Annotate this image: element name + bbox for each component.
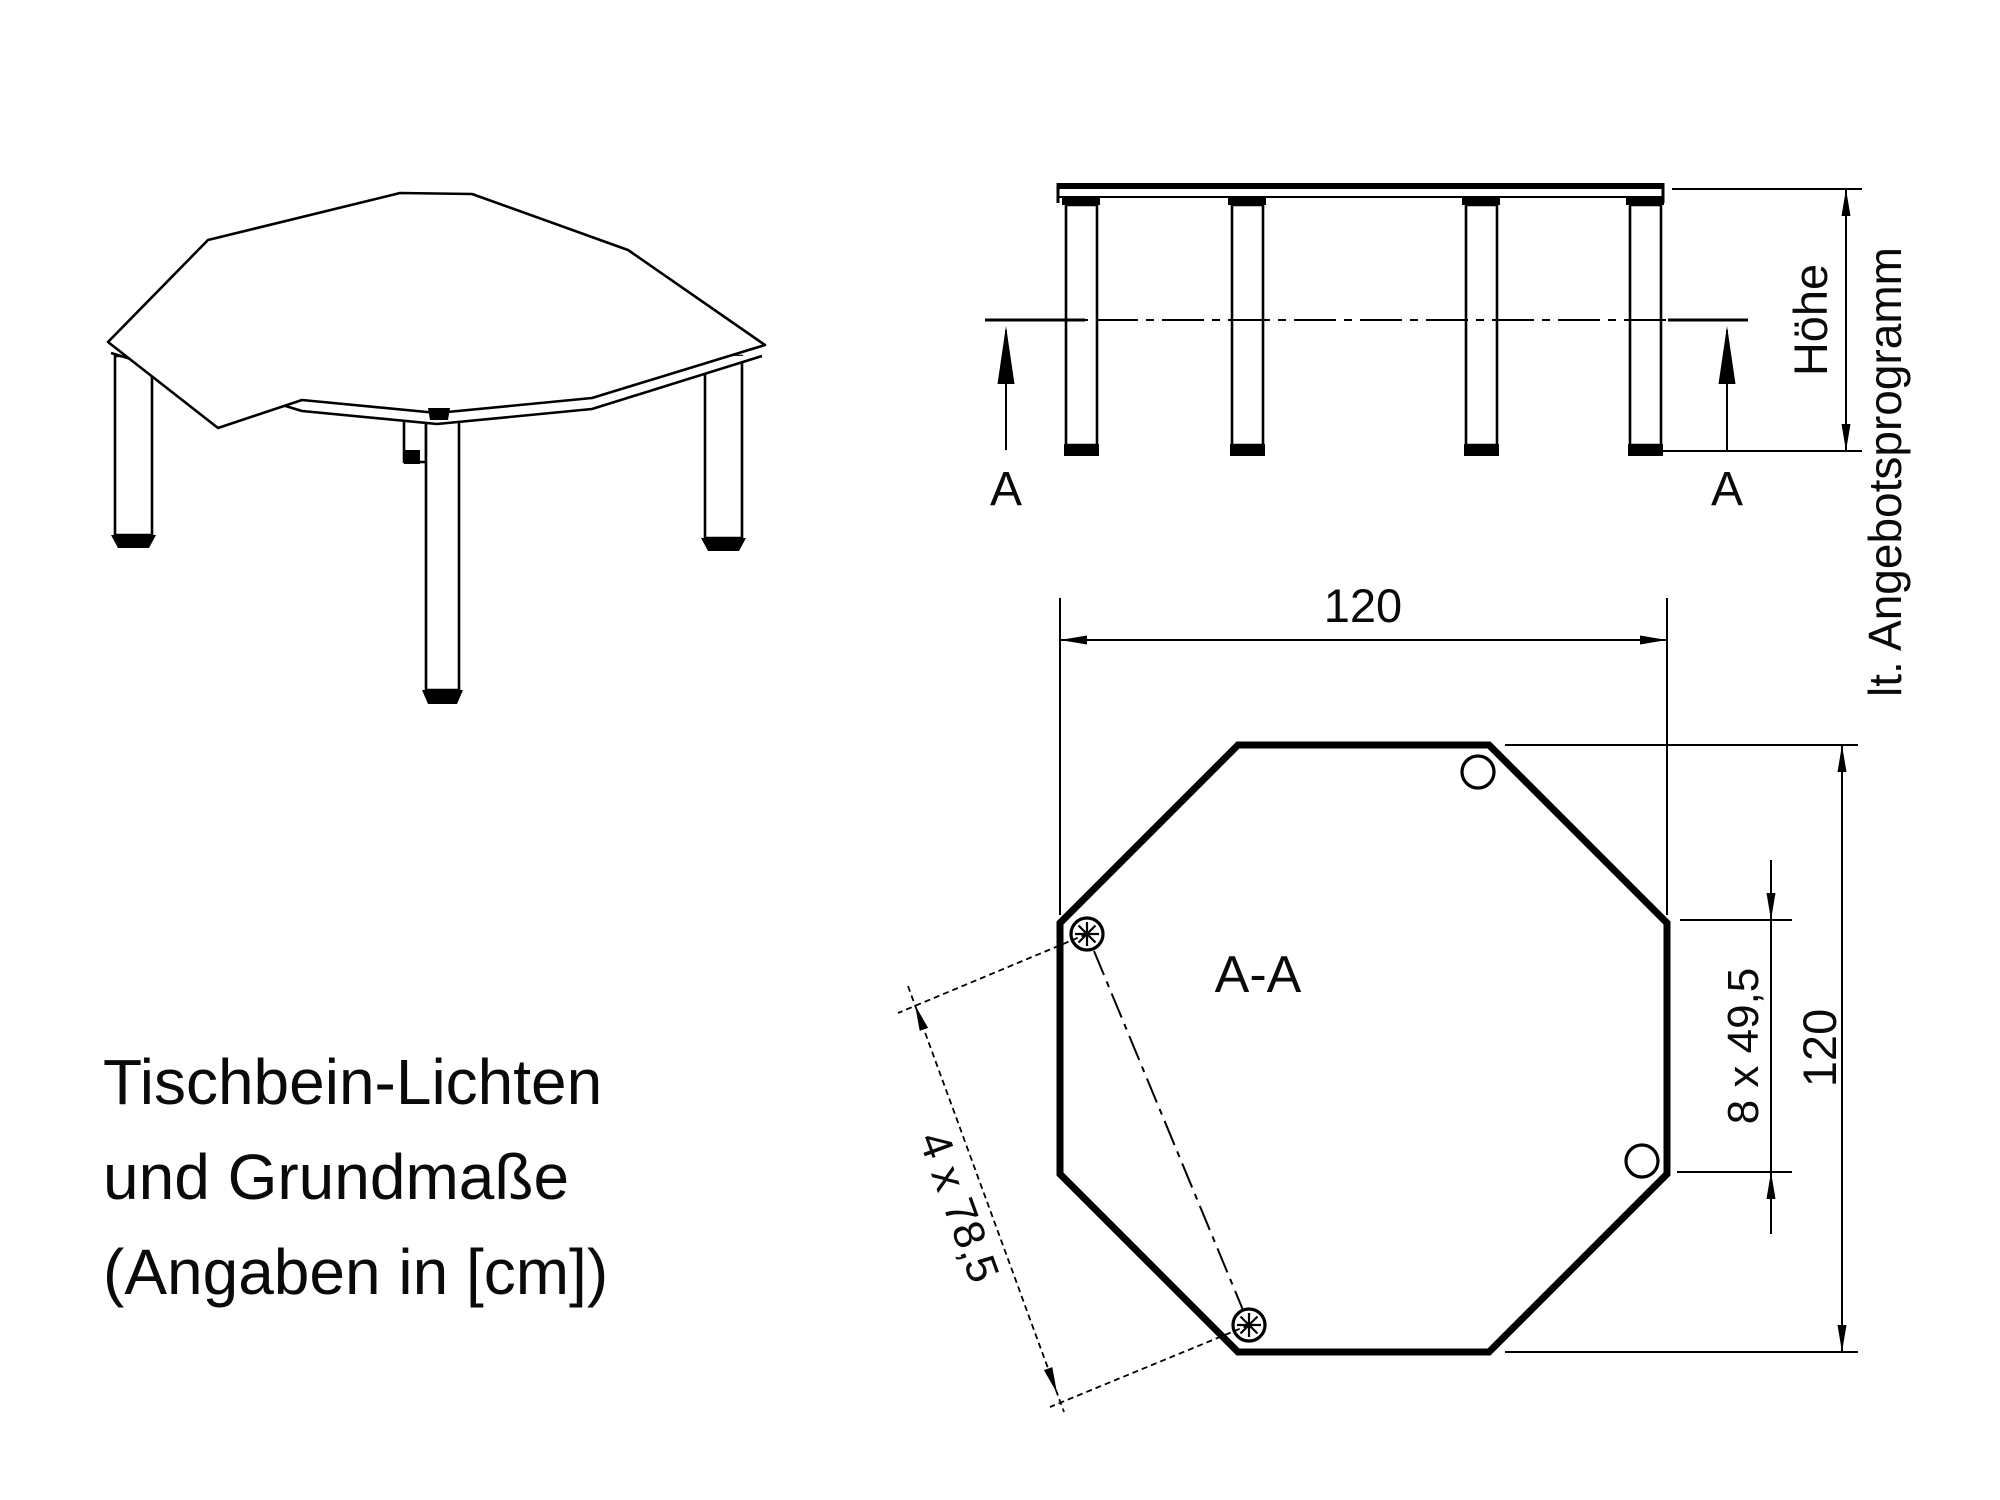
note-line-3: (Angaben in [cm]): [103, 1236, 609, 1308]
table-leg-front: [422, 416, 463, 704]
depth-dimension: [1505, 745, 1858, 1352]
section-letter-right: A: [1710, 463, 1744, 516]
table-leg-left: [111, 356, 156, 548]
height-dimension-label: Höhe: [1784, 263, 1837, 377]
width-dimension-label: 120: [1323, 579, 1403, 632]
side-legs: [1064, 205, 1663, 456]
note-block: [103, 1046, 608, 1308]
side-tabletop: [1058, 183, 1664, 205]
tabletop-top-face: [108, 193, 765, 428]
perspective-view: [108, 193, 765, 704]
depth-dimension-label: 120: [1793, 1008, 1846, 1088]
leg-circle-right: [1626, 1145, 1658, 1177]
leg-inset-dimension: [1677, 860, 1792, 1234]
program-note: lt. Angebotsprogramm: [1859, 246, 1911, 698]
section-letter-left: A: [989, 463, 1023, 516]
leg-circle-top: [1462, 756, 1494, 788]
side-view: [985, 183, 1911, 697]
section-cut-right: [1668, 320, 1748, 516]
leg-centerline: [1094, 951, 1243, 1310]
leg-diagonal-dimension-label: 4 x 78,5: [908, 1125, 1009, 1289]
note-line-2: und Grundmaße: [103, 1141, 570, 1213]
section-title: A-A: [1214, 946, 1302, 1004]
note-line-1: Tischbein-Lichten: [103, 1046, 603, 1118]
octagon-top-outline: [1060, 745, 1667, 1352]
front-leg-mount: [428, 408, 450, 420]
leg-diagonal-dimension: [898, 934, 1249, 1412]
table-leg-right: [701, 356, 746, 551]
section-view: [898, 579, 1858, 1412]
leg-inset-dimension-label: 8 x 49,5: [1719, 967, 1768, 1125]
